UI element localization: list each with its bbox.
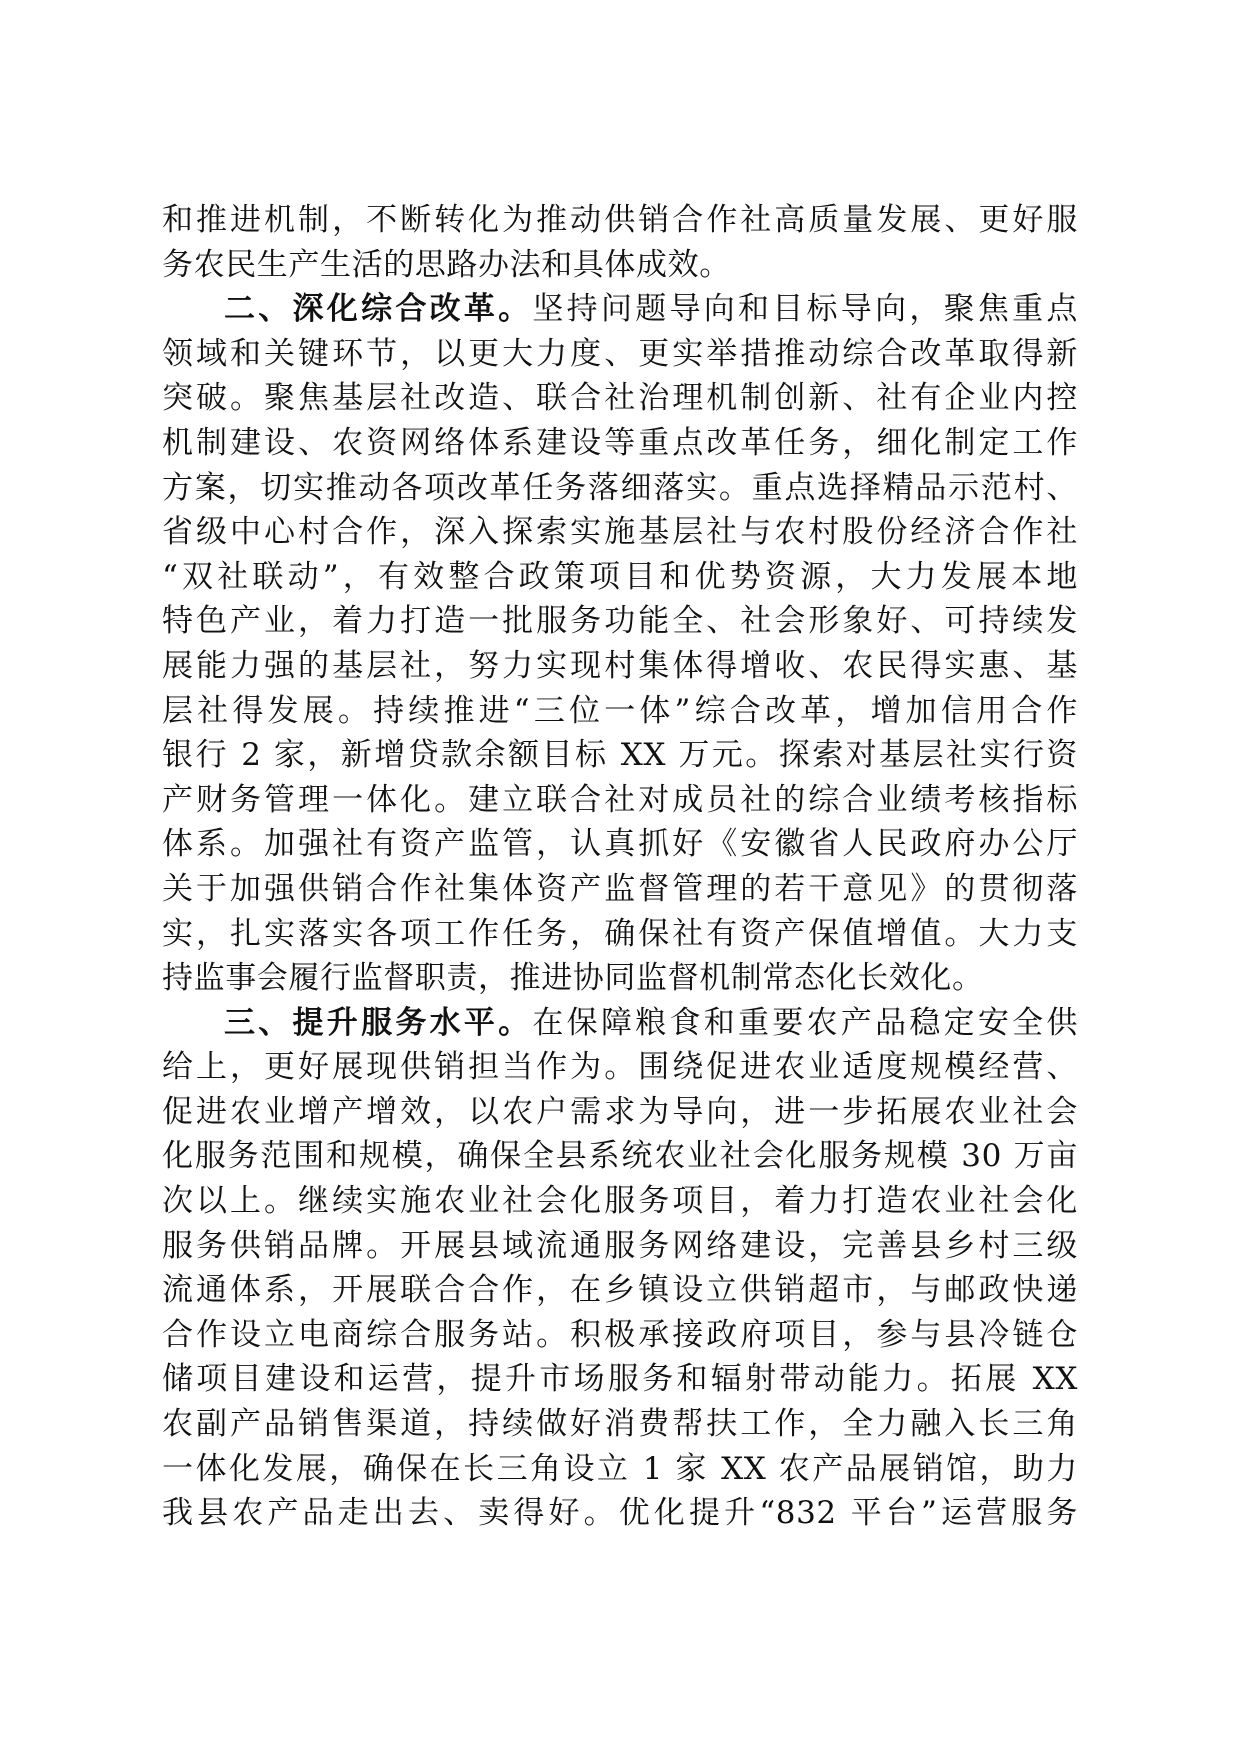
text-line: 次以上。继续实施农业社会化服务项目，着力打造农业社会化 <box>162 1183 1078 1220</box>
paragraph-3 <box>162 1001 1078 1536</box>
text-line: 促进农业增产增效，以农户需求为导向，进一步拓展农业社会 <box>162 1093 1078 1130</box>
text-line: 突破。聚焦基层社改造、联合社治理机制创新、社有企业内控 <box>162 380 1078 417</box>
text-line: 务农民生产生活的思路办法和具体成效。 <box>162 246 731 283</box>
section-heading-improve-service: 三、提升服务水平。 <box>224 1004 533 1041</box>
text-segment: 坚持问题导向和目标导向，聚焦重点 <box>532 291 1078 328</box>
text-line: 流通体系，开展联合合作，在乡镇设立供销超市，与邮政快递 <box>162 1272 1078 1309</box>
text-segment: 在保障粮食和重要农产品稳定安全供 <box>532 1004 1078 1041</box>
text-line: 层社得发展。持续推进“三位一体”综合改革，增加信用合作 <box>162 692 1078 729</box>
text-line: 和推进机制，不断转化为推动供销合作社高质量发展、更好服 <box>162 202 1078 238</box>
text-line: 机制建设、农资网络体系建设等重点改革任务，细化制定工作 <box>162 424 1078 461</box>
text-line: 关于加强供销合作社集体资产监督管理的若干意见》的贯彻落 <box>162 870 1078 907</box>
text-line: 方案，切实推动各项改革任务落细落实。重点选择精品示范村、 <box>162 469 1078 506</box>
text-line <box>162 287 1078 332</box>
text-line: 体系。加强社有资产监管，认真抓好《安徽省人民政府办公厅 <box>162 826 1078 863</box>
text-line: 化服务范围和规模，确保全县系统农业社会化服务规模 30 万亩 <box>162 1138 1078 1175</box>
text-line: 展能力强的基层社，努力实现村集体得增收、农民得实惠、基 <box>162 647 1078 684</box>
paragraph-2 <box>162 287 1078 1001</box>
text-line: 储项目建设和运营，提升市场服务和辐射带动能力。拓展 XX <box>162 1361 1078 1398</box>
text-line: 银行 2 家，新增贷款余额目标 XX 万元。探索对基层社实行资 <box>162 737 1078 774</box>
text-line <box>162 1001 1078 1046</box>
document-page <box>162 198 1078 1536</box>
text-line: 服务供销品牌。开展县域流通服务网络建设，完善县乡村三级 <box>162 1227 1078 1264</box>
text-line: 给上，更好展现供销担当作为。围绕促进农业适度规模经营、 <box>162 1049 1078 1086</box>
text-line: 领域和关键环节，以更大力度、更实举措推动综合改革取得新 <box>162 335 1078 372</box>
paragraph-1 <box>162 198 1078 287</box>
text-line: 特色产业，着力打造一批服务功能全、社会形象好、可持续发 <box>162 603 1078 640</box>
text-line: 产财务管理一体化。建立联合社对成员社的综合业绩考核指标 <box>162 781 1078 818</box>
text-line: 我县农产品走出去、卖得好。优化提升“832 平台”运营服务 <box>162 1495 1078 1532</box>
section-heading-deepen-reform: 二、深化综合改革。 <box>224 291 533 328</box>
text-line: 农副产品销售渠道，持续做好消费帮扶工作，全力融入长三角 <box>162 1406 1078 1443</box>
text-line: 合作设立电商综合服务站。积极承接政府项目，参与县冷链仓 <box>162 1316 1078 1353</box>
text-line: 一体化发展，确保在长三角设立 1 家 XX 农产品展销馆，助力 <box>162 1450 1078 1487</box>
text-line: 实，扎实落实各项工作任务，确保社有资产保值增值。大力支 <box>162 915 1078 952</box>
text-line: 省级中心村合作，深入探索实施基层社与农村股份经济合作社 <box>162 514 1078 551</box>
text-line: 持监事会履行监督职责，推进协同监督机制常态化长效化。 <box>162 960 984 997</box>
text-line: “双社联动”，有效整合政策项目和优势资源，大力发展本地 <box>162 558 1078 595</box>
